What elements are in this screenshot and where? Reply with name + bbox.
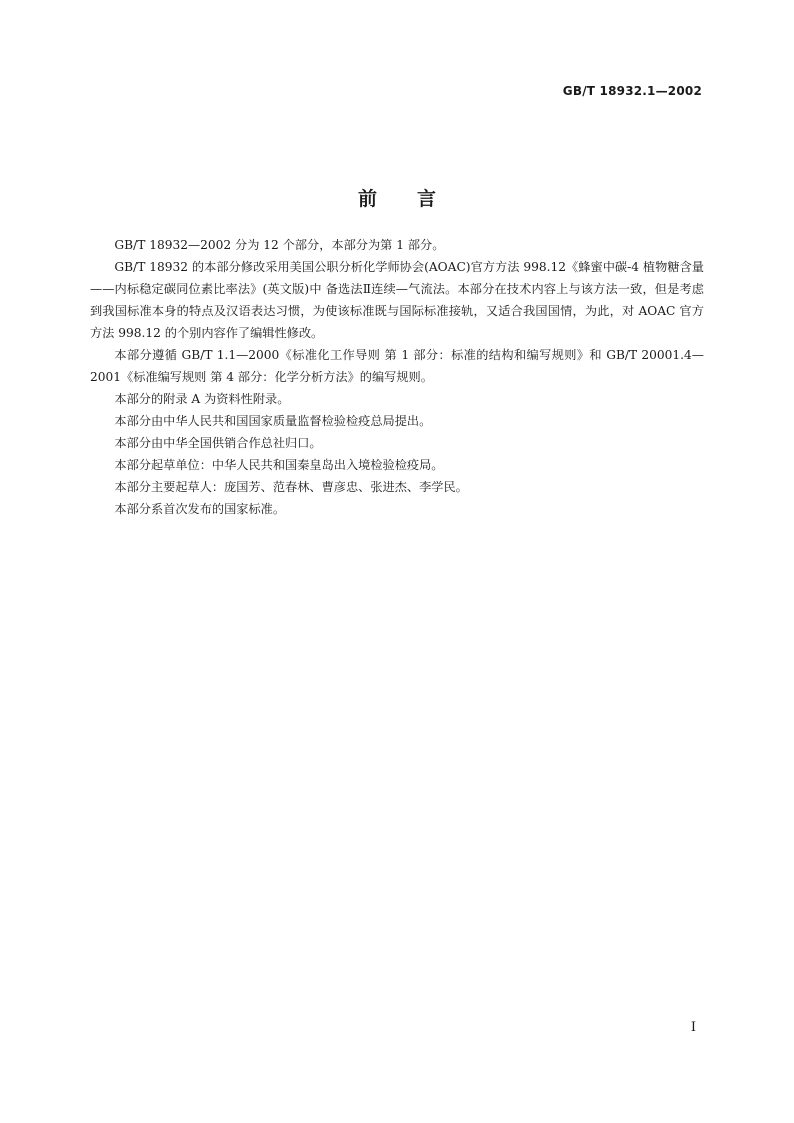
paragraph-centralized: 本部分由中华全国供销合作总社归口。 xyxy=(114,436,322,450)
standard-code: GB/T 18932.1—2002 xyxy=(562,84,702,98)
paragraph-annex: 本部分的附录 A 为资料性附录。 xyxy=(114,392,290,406)
paragraph-drafting-unit: 本部分起草单位：中华人民共和国秦皇岛出入境检验检疫局。 xyxy=(114,458,444,472)
paragraph-parts: GB/T 18932—2002 分为 12 个部分，本部分为第 1 部分。 xyxy=(114,238,445,252)
paragraph-first-release: 本部分系首次发布的国家标准。 xyxy=(114,502,286,516)
page-title: 前言 xyxy=(357,188,476,210)
paragraph-proposer: 本部分由中华人民共和国国家质量监督检验检疫总局提出。 xyxy=(114,414,432,428)
paragraph-drafting-rules: 本部分遵循 GB/T 1.1—2000《标准化工作导则 第 1 部分：标准的结构和编写规则》和 GB/T 20001.4—2001《标准编写规则 第 4 部分：化学分析方法》的编写规则。 xyxy=(90,348,704,384)
foreword-body xyxy=(90,234,704,520)
page-number: I xyxy=(690,1020,696,1035)
paragraph-adoption: GB/T 18932 的本部分修改采用美国公职分析化学师协会(AOAC)官方方法 998.12《蜂蜜中碳-4 植物糖含量——内标稳定碳同位素比率法》(英文版)中 备选法Ⅱ连续—气流法。本部分在技术内容上与该方法一致，但是考虑到我国标准本身的特点及汉语表达习惯，为使该标准既与国际标准接轨，又适合我国国情，为此，对 AOAC 官方方法 998.12 的个别内容作了编辑性修改。 xyxy=(90,260,704,340)
paragraph-drafters: 本部分主要起草人：庞国芳、范春林、曹彦忠、张进杰、李学民。 xyxy=(114,480,468,494)
